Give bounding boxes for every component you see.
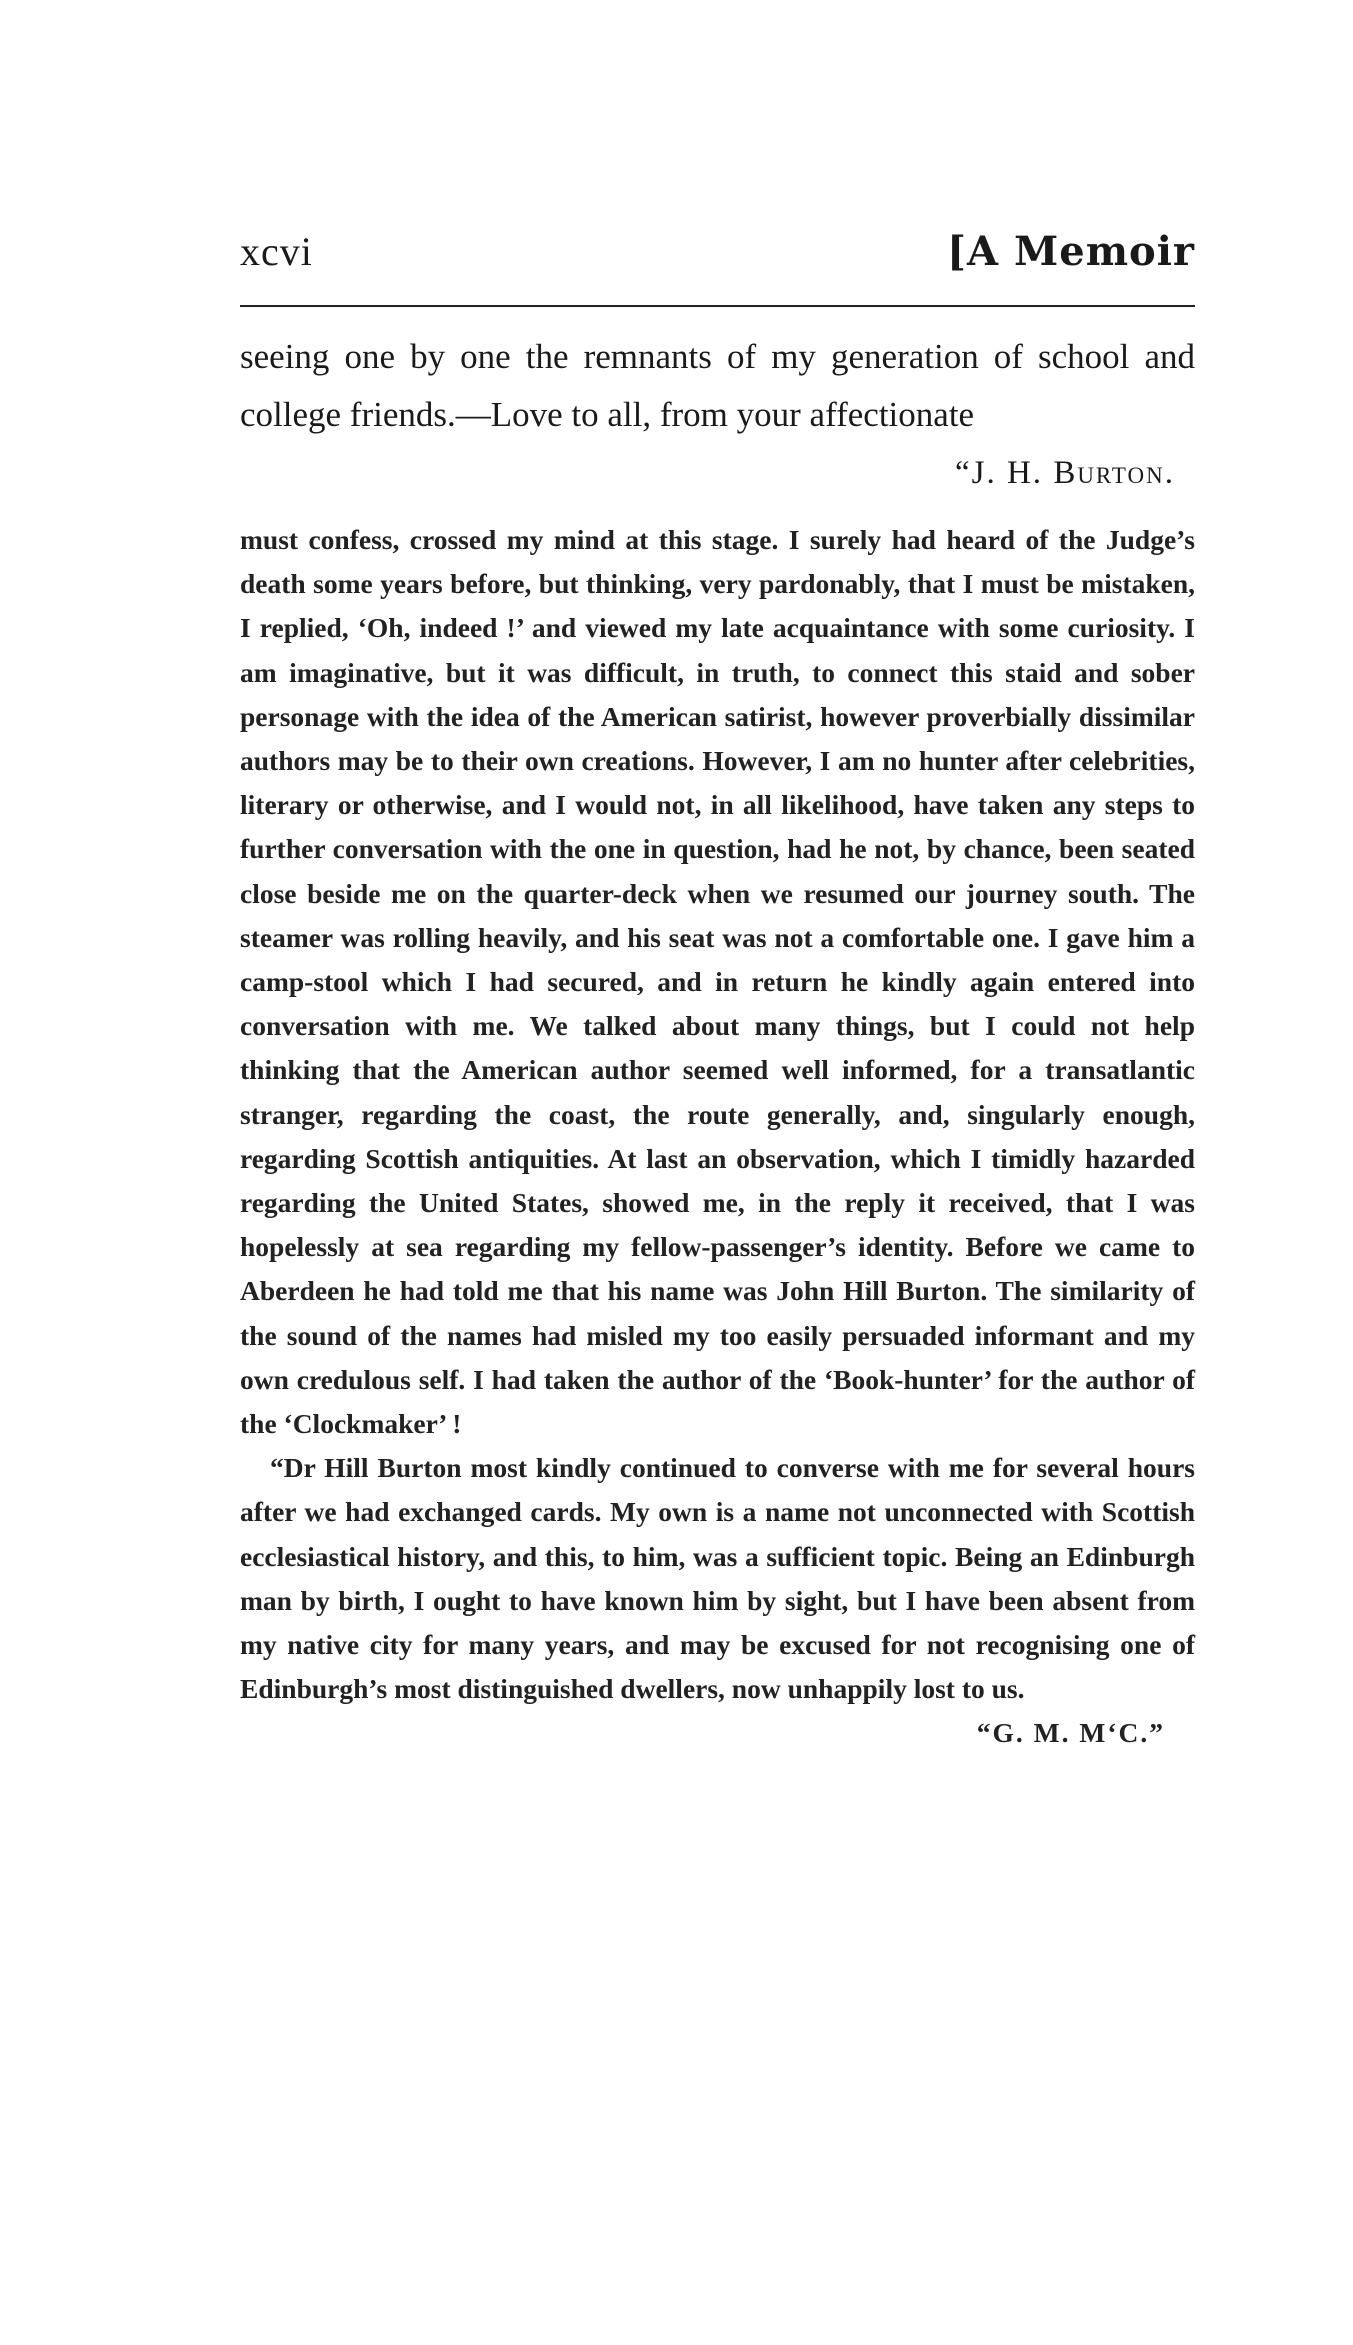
signature-initials: “J. H.	[954, 455, 1054, 491]
letter-signature	[240, 444, 1195, 502]
account-signature: “G. M. M‘C.”	[976, 1717, 1165, 1749]
paragraph-2: “Dr Hill Burton most kindly continued to converse with me for several hours after we had exchanged cards. My own is a name not unconnected with Scottish ecclesiastical history, and this, to him, was a sufficient topic. Being an Edinburgh man by birth, I ought to have known him by sight, but I have been absent from my native city for many years, and may be excused for not recognising one of Edinburgh’s most distinguished dwellers, now unhappily lost to us.	[240, 1452, 1195, 1705]
quoted-account	[240, 518, 1195, 1755]
paragraph-1: must confess, crossed my mind at this stage. I surely had heard of the Judge’s death some years before, but thinking, very pardonably, that I must be mistaken, I replied, ‘Oh, indeed !’ and viewed my late acquaintance with some curiosity. I am imaginative, but it was difficult, in truth, to connect this staid and sober personage with the idea of the American satirist, however proverbially dissimilar authors may be to their own creations. However, I am no hunter after celebrities, literary or otherwise, and I would not, in all likelihood, have taken any steps to further conversation with the one in question, had he not, by chance, been seated close beside me on the quarter-deck when we resumed our journey south. The steamer was rolling heavily, and his seat was not a comfortable one. I gave him a camp-stool which I had secured, and in return he kindly again entered into conversation with me. We talked about many things, but I could not help thinking that the American author seemed well informed, for a transatlantic stranger, regarding the coast, the route generally, and, singularly enough, regarding Scottish antiquities. At last an observation, which I timidly hazarded regarding the United States, showed me, in the reply it received, that I was hopelessly at sea regarding my fellow-passenger’s identity. Before we came to Aberdeen he had told me that his name was John Hill Burton. The similarity of the sound of the names had misled my too easily persuaded informant and my own credulous self. I had taken the author of the ‘Book-hunter’ for the author of the ‘Clockmaker’ !	[240, 524, 1195, 1440]
running-head	[240, 228, 1195, 288]
page-number: xcvi	[240, 229, 313, 274]
signature-surname: Burton.	[1053, 455, 1175, 491]
header-rule	[240, 305, 1195, 307]
letter-closing-text: seeing one by one the remnants of my generation of school and college friends.—Love to all, from your affectionate	[240, 337, 1195, 434]
letter-closing	[240, 328, 1195, 502]
book-page	[240, 0, 1195, 2345]
running-title: [A Memoir	[947, 228, 1195, 275]
